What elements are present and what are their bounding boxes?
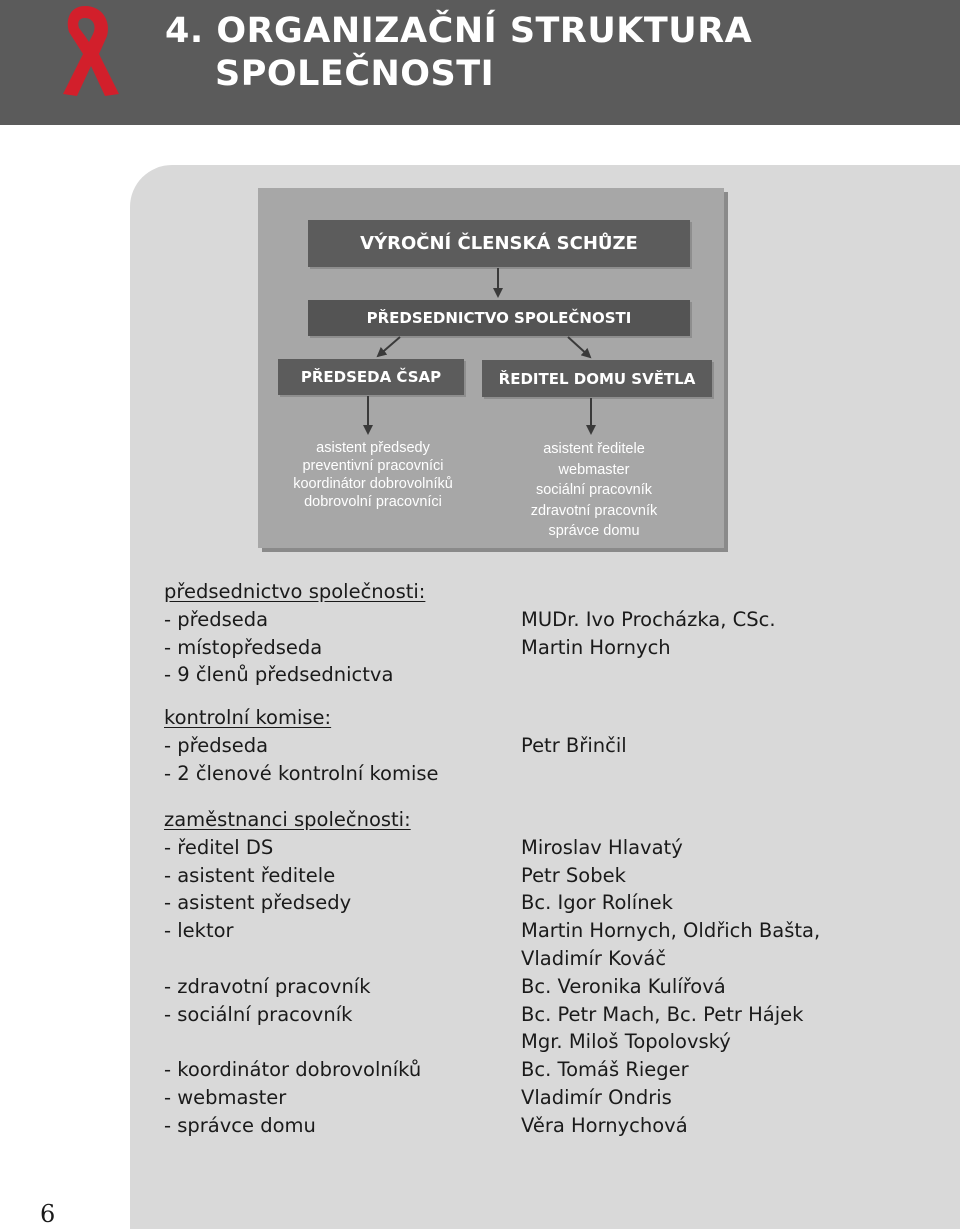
org-node-assembly: VÝROČNÍ ČLENSKÁ SCHŮZE <box>308 220 690 267</box>
roster-name: Mgr. Miloš Topolovský <box>521 1030 731 1054</box>
page-title-line2: SPOLEČNOSTI <box>215 54 495 94</box>
roster-role: - předseda <box>164 733 269 757</box>
roster-name: Bc. Tomáš Rieger <box>521 1058 689 1082</box>
org-node-board: PŘEDSEDNICTVO SPOLEČNOSTI <box>308 300 690 336</box>
roster-role: - lektor <box>164 919 234 943</box>
roster-name: Vladimír Kováč <box>521 946 667 970</box>
director-staff-item: správce domu <box>548 523 640 539</box>
roster-row <box>164 889 924 917</box>
roster-row <box>164 1028 924 1056</box>
roster-role: - koordinátor dobrovolníků <box>164 1058 422 1082</box>
roster-row <box>164 1084 924 1112</box>
director-staff-item: asistent ředitele <box>543 441 645 457</box>
page-header <box>0 0 960 125</box>
roster-name: Vladimír Ondris <box>521 1085 672 1109</box>
roster-name: MUDr. Ivo Procházka, CSc. <box>521 607 776 631</box>
roster-name: Petr Sobek <box>521 863 626 887</box>
roster-name: Bc. Igor Rolínek <box>521 891 673 915</box>
roster-role: - sociální pracovník <box>164 1002 353 1026</box>
director-staff-item: webmaster <box>558 461 630 478</box>
director-staff-item: sociální pracovník <box>535 482 653 498</box>
roster-role: - 9 členů předsednictva <box>164 663 394 687</box>
page-title <box>165 10 752 96</box>
roster-role: - asistent předsedy <box>164 891 352 915</box>
roster-row <box>164 945 924 973</box>
page-number: 6 <box>40 1200 56 1228</box>
roster-role: - webmaster <box>164 1085 287 1109</box>
control-section <box>164 704 924 787</box>
roster-row <box>164 1001 924 1029</box>
roster-name: Martin Hornych, Oldřich Bašta, <box>521 919 821 943</box>
chairman-staff-item: koordinátor dobrovolníků <box>293 476 453 492</box>
roster-row <box>164 661 924 689</box>
roster-name: Bc. Veronika Kulířová <box>521 974 726 998</box>
roster-role: - asistent ředitele <box>164 863 336 887</box>
chairman-staff-item: asistent předsedy <box>316 440 430 456</box>
roster-name: Bc. Petr Mach, Bc. Petr Hájek <box>521 1002 804 1026</box>
board-heading: předsednictvo společnosti: <box>164 580 426 603</box>
roster-row <box>164 760 924 788</box>
roster-role: - místopředseda <box>164 635 323 659</box>
roster-role: - předseda <box>164 607 269 631</box>
control-heading: kontrolní komise: <box>164 706 332 729</box>
roster-row <box>164 732 924 760</box>
roster-name: Miroslav Hlavatý <box>521 835 683 859</box>
red-ribbon-logo <box>45 2 125 98</box>
roster-row <box>164 606 924 634</box>
roster-row <box>164 862 924 890</box>
roster-row <box>164 973 924 1001</box>
roster-name: Petr Břinčil <box>521 733 627 757</box>
roster-role: - ředitel DS <box>164 835 274 859</box>
org-node-director: ŘEDITEL DOMU SVĚTLA <box>482 360 712 397</box>
director-staff-item: zdravotní pracovník <box>530 502 658 519</box>
roster-row <box>164 1056 924 1084</box>
employees-heading: zaměstnanci společnosti: <box>164 808 411 831</box>
roster-role: - zdravotní pracovník <box>164 974 371 998</box>
roster-row <box>164 834 924 862</box>
roster-row <box>164 634 924 662</box>
employees-section <box>164 806 924 1140</box>
org-node-chairman: PŘEDSEDA ČSAP <box>278 359 464 395</box>
roster-row <box>164 1112 924 1140</box>
chairman-staff-list <box>268 439 478 511</box>
director-staff-list <box>494 439 694 542</box>
roster-role: - správce domu <box>164 1113 316 1137</box>
roster-row <box>164 917 924 945</box>
chairman-staff-item: preventivní pracovníci <box>302 458 444 474</box>
chairman-staff-item: dobrovolní pracovníci <box>304 494 442 510</box>
roster-role: - 2 členové kontrolní komise <box>164 761 439 785</box>
board-section <box>164 578 924 689</box>
page-title-line1: 4. ORGANIZAČNÍ STRUKTURA <box>165 11 753 51</box>
roster-name: Martin Hornych <box>521 635 671 659</box>
roster-name: Věra Hornychová <box>521 1113 688 1137</box>
